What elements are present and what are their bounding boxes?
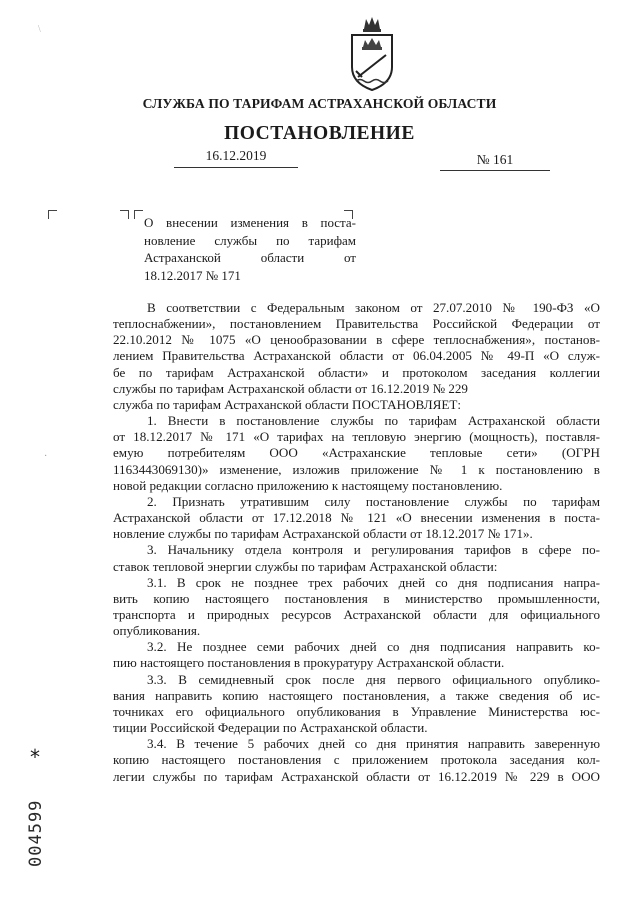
agency-name: СЛУЖБА ПО ТАРИФАМ АСТРАХАНСКОЙ ОБЛАСТИ (142, 96, 497, 111)
body-line: 3.4. В течение 5 рабочих дней со дня принятия направить заверенную (147, 736, 600, 752)
body-line: Астраханской области от 17.12.2018 № 121 «О внесении изменения в поста- (113, 510, 600, 526)
body-line: легии службы по тарифам Астраханской области от 16.12.2019 № 229 в ООО (113, 768, 600, 784)
subject-line: 18.12.2017 № 171 (144, 267, 241, 283)
stamp-star: * (30, 745, 40, 769)
number-underline (440, 170, 550, 171)
body-line: 3.3. В семидневный срок после дня первого официального опублико- (147, 671, 600, 687)
stamp-number: 004599 (26, 799, 46, 867)
body-line: 1163443069130)» изменение, изложив приложение № 1 к постановлению в (113, 461, 600, 477)
body-line: служба по тарифам Астраханской области ПОСТАНОВЛЯЕТ: (113, 396, 462, 412)
body-line: от 18.12.2017 № 171 «О тарифах на тепловую энергию (мощность), поставля- (113, 429, 600, 445)
body-line: теплоснабжении», постановлением Правительства Российской Федерации от (113, 316, 600, 332)
body-line: транспорта и природных ресурсов Астраханской области для официального (113, 606, 600, 622)
scan-speck: · (44, 451, 48, 462)
body-line: тиции Российской Федерации по Астраханской области. (113, 720, 428, 736)
body-line: вить копию настоящего постановления в министерство промышленности, (113, 590, 600, 606)
body-line: пию настоящего постановления в прокуратуру Астраханской области. (113, 655, 505, 671)
left-corner-mark (48, 210, 57, 219)
body-line: 3. Начальнику отдела контроля и регулирования тарифов в сфере по- (147, 542, 600, 558)
body-line: копию настоящего постановления с приложением протокола заседания кол- (113, 752, 600, 768)
document-type: ПОСТАНОВЛЕНИЕ (224, 123, 415, 144)
body-line: точниках его официального опубликования в Управление Министерства юс- (113, 703, 600, 719)
body-line: вания направить копию настоящего постановления, а также сведения об ис- (113, 687, 600, 703)
subject-bracket-left-outer (120, 210, 129, 219)
body-line: 3.2. Не позднее семи рабочих дней со дня подписания направить ко- (147, 639, 600, 655)
subject-line: Астраханской области от (144, 250, 356, 265)
coat-of-arms-emblem (346, 15, 398, 93)
body-line: емую потребителям ООО «Астраханские тепловые сети» (ОГРН (113, 445, 600, 461)
body-line: 22.10.2012 № 1075 «О ценообразовании в сфере теплоснабжения», постанов- (113, 332, 600, 348)
document-number: № 161 (476, 152, 514, 167)
subject-line: новление службы по тарифам (144, 232, 356, 248)
registration-stamp (12, 757, 52, 867)
body-line: опубликования. (113, 623, 201, 639)
date-underline (174, 167, 298, 168)
scan-speck: \ (38, 24, 41, 35)
body-line: бе по тарифам Астраханской области» и протоколом заседания коллегии (113, 364, 600, 380)
body-line: 1. Внести в постановление службы по тарифам Астраханской области (147, 413, 600, 429)
body-line: лением Правительства Астраханской области от 06.04.2005 № 49-П «О служ- (113, 348, 600, 364)
subject-line: О внесении изменения в поста- (144, 215, 356, 230)
body-line: ставок тепловой энергии службы по тарифам Астраханской области: (113, 558, 498, 574)
body-line: 2. Признать утратившим силу постановление службы по тарифам (147, 493, 600, 509)
body-line: службы по тарифам Астраханской области от 16.12.2019 № 229 (113, 380, 468, 396)
subject-bracket-left-inner (134, 210, 143, 219)
body-line: 3.1. В срок не позднее трех рабочих дней со дня подписания напра- (147, 574, 600, 590)
body-line: новой редакции согласно приложению к настоящему постановлению. (113, 477, 503, 493)
document-date: 16.12.2019 (205, 148, 267, 163)
body-line: В соответствии с Федеральным законом от 27.07.2010 № 190-ФЗ «О (147, 300, 600, 315)
document-body (113, 300, 600, 785)
document-subject (144, 214, 356, 284)
body-line: новление службы по тарифам Астраханской области от 18.12.2017 № 171». (113, 526, 533, 542)
